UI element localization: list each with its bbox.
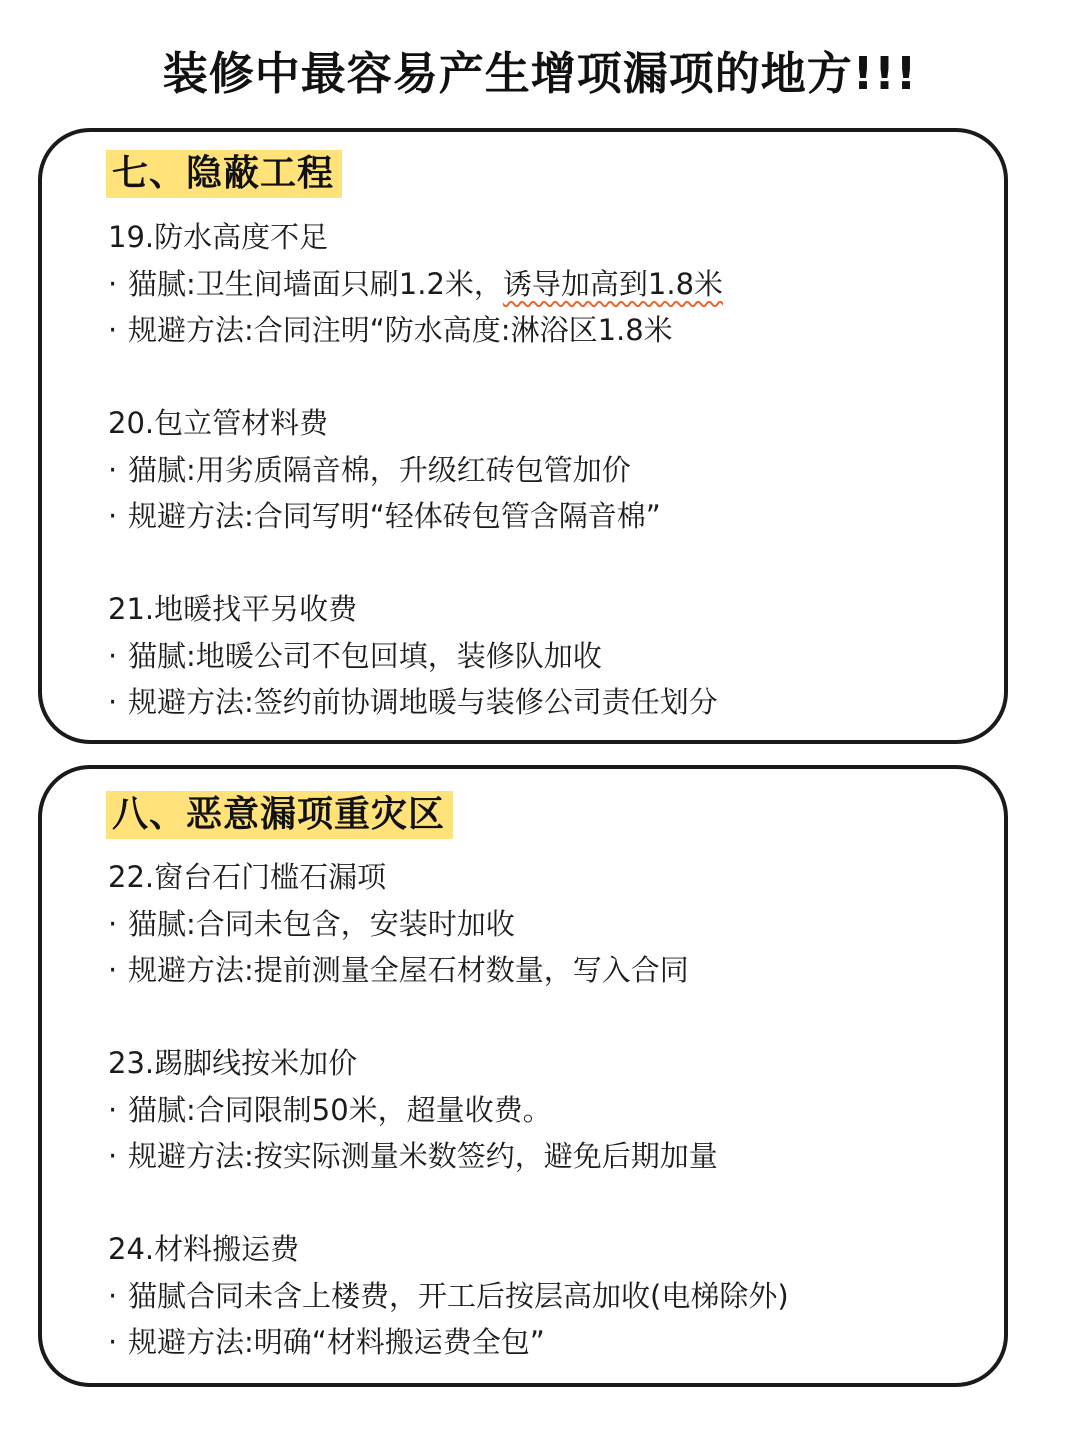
trap-text: 猫腻:地暖公司不包回填，装修队加收 — [128, 638, 602, 673]
item-title: 20.包立管材料费 — [108, 406, 329, 440]
bullet-dot: · — [108, 1325, 118, 1359]
list-item — [108, 214, 988, 354]
item-title: 24.材料搬运费 — [108, 1232, 300, 1266]
item-avoid — [108, 1133, 988, 1180]
bullet-dot: · — [108, 1092, 118, 1127]
item-trap — [108, 901, 988, 948]
list-item — [108, 586, 988, 726]
item-trap — [108, 1087, 988, 1134]
item-trap — [108, 1273, 988, 1320]
section-card-malicious-omissions — [38, 765, 1008, 1387]
section-heading: 八、恶意漏项重灾区 — [106, 791, 453, 839]
bullet-dot: · — [108, 313, 118, 347]
list-item — [108, 1040, 988, 1180]
item-avoid — [108, 307, 988, 354]
avoid-text: 规避方法:合同注明“防水高度:淋浴区1.8米 — [128, 313, 673, 347]
bullet-dot: · — [108, 1278, 118, 1313]
item-avoid — [108, 493, 988, 540]
avoid-text: 规避方法:按实际测量米数签约，避免后期加量 — [128, 1139, 718, 1173]
avoid-text: 规避方法:合同写明“轻体砖包管含隔音棉” — [128, 499, 661, 533]
trap-text: 猫腻:合同未包含，安装时加收 — [128, 906, 515, 941]
item-avoid — [108, 1319, 988, 1366]
bullet-dot: · — [108, 685, 118, 719]
avoid-text: 规避方法:签约前协调地暖与装修公司责任划分 — [128, 685, 718, 719]
bullet-dot: · — [108, 953, 118, 987]
list-item — [108, 854, 988, 994]
list-item — [108, 1226, 988, 1366]
page-title: 装修中最容易产生增项漏项的地方!!! — [162, 47, 918, 100]
bullet-dot: · — [108, 452, 118, 487]
item-trap — [108, 261, 988, 308]
bullet-dot: · — [108, 638, 118, 673]
bullet-dot: · — [108, 1139, 118, 1173]
item-trap — [108, 633, 988, 680]
avoid-text: 规避方法:提前测量全屋石材数量，写入合同 — [128, 953, 689, 987]
avoid-text: 规避方法:明确“材料搬运费全包” — [128, 1325, 545, 1359]
item-title: 23.踢脚线按米加价 — [108, 1046, 358, 1080]
section-heading: 七、隐蔽工程 — [106, 150, 342, 198]
trap-text: 猫腻:合同限制50米，超量收费。 — [128, 1092, 552, 1127]
trap-text: 猫腻合同未含上楼费，开工后按层高加收(电梯除外) — [128, 1278, 789, 1313]
bullet-dot: · — [108, 499, 118, 533]
trap-text: 猫腻:卫生间墙面只刷1.2米， — [128, 266, 503, 301]
list-item — [108, 400, 988, 540]
bullet-dot: · — [108, 266, 118, 301]
trap-text: 猫腻:用劣质隔音棉，升级红砖包管加价 — [128, 452, 631, 487]
section-card-hidden-works — [38, 128, 1008, 744]
item-title: 19.防水高度不足 — [108, 220, 329, 254]
item-avoid — [108, 947, 988, 994]
trap-highlight-underlined: 诱导加高到1.8米 — [502, 266, 724, 301]
item-title: 22.窗台石门槛石漏项 — [108, 860, 387, 894]
item-trap — [108, 447, 988, 494]
item-avoid — [108, 679, 988, 726]
bullet-dot: · — [108, 906, 118, 941]
item-title: 21.地暖找平另收费 — [108, 592, 358, 626]
